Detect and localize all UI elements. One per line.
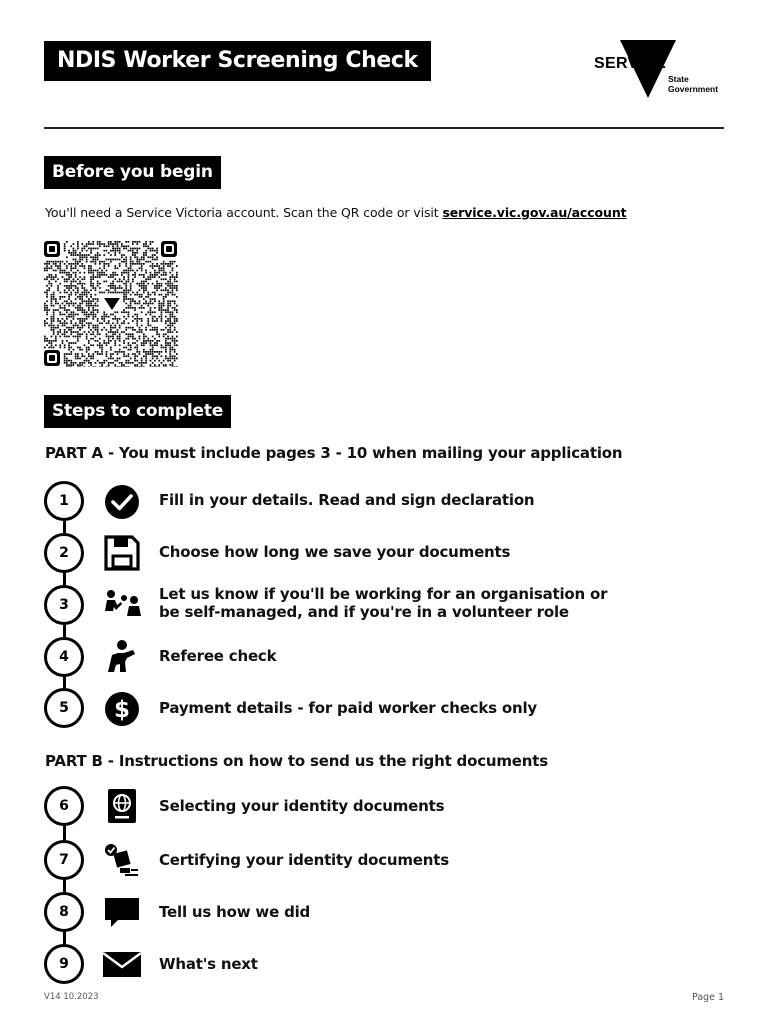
- step-label: Selecting your identity documents: [159, 797, 445, 815]
- step-7: [44, 840, 724, 880]
- step-number: 4: [44, 637, 84, 677]
- step-number: 5: [44, 688, 84, 728]
- qr-code[interactable]: [44, 241, 178, 367]
- step-number: 7: [44, 840, 84, 880]
- step-label: What's next: [159, 955, 258, 973]
- steps-to-complete-heading: Steps to complete: [44, 395, 231, 428]
- step-label: Payment details - for paid worker checks only: [159, 699, 537, 717]
- page-number: Page 1: [691, 992, 724, 1003]
- step-label: Tell us how we did: [159, 903, 311, 921]
- step-label: [159, 585, 607, 621]
- step-8: [44, 892, 724, 932]
- step-4: [44, 637, 724, 677]
- account-link[interactable]: service.vic.gov.au/account: [442, 205, 627, 220]
- header-divider: [44, 127, 724, 129]
- step-number: 2: [44, 533, 84, 573]
- logo-subtitle-line1: State: [668, 74, 689, 84]
- part-b-timeline: [63, 805, 66, 965]
- service-victoria-logo: [592, 38, 727, 100]
- certify-documents-icon: [102, 841, 142, 879]
- step-number: 1: [44, 481, 84, 521]
- step-1: [44, 481, 724, 521]
- step-label: Certifying your identity documents: [159, 851, 449, 869]
- step-6: [44, 786, 724, 826]
- step-number: 3: [44, 585, 84, 625]
- step-5: [44, 688, 724, 728]
- step-label: Choose how long we save your documents: [159, 543, 511, 561]
- intro-sentence: You'll need a Service Victoria account. Scan the QR code or visit: [45, 205, 443, 220]
- step-number: 6: [44, 786, 84, 826]
- step-number: 8: [44, 892, 84, 932]
- step-9: [44, 944, 724, 984]
- speech-bubble-icon: [102, 893, 142, 931]
- step-number: 9: [44, 944, 84, 984]
- dollar-icon: [102, 689, 142, 727]
- passport-icon: [102, 787, 142, 825]
- step-2: [44, 533, 724, 573]
- step-label: Fill in your details. Read and sign declaration: [159, 491, 535, 509]
- step-label: Referee check: [159, 647, 277, 665]
- step-label-line1: Let us know if you'll be working for an organisation or: [159, 585, 608, 603]
- intro-text: [45, 205, 627, 220]
- before-you-begin-heading: Before you begin: [44, 156, 221, 189]
- checkmark-icon: [102, 482, 142, 520]
- part-a-heading: PART A - You must include pages 3 - 10 when mailing your application: [45, 444, 623, 462]
- svg-text:$: $: [113, 697, 131, 723]
- envelope-icon: [102, 945, 142, 983]
- referee-person-icon: [102, 638, 142, 676]
- page-title: NDIS Worker Screening Check: [44, 41, 431, 81]
- part-b-heading: PART B - Instructions on how to send us the right documents: [45, 752, 548, 770]
- version-label: V14 10.2023: [44, 992, 99, 1002]
- logo-wordmark: SERVICE: [594, 55, 667, 72]
- people-organisation-icon: [102, 586, 142, 624]
- step-3: [44, 585, 724, 625]
- save-disk-icon: [102, 534, 142, 572]
- step-label-line2: be self-managed, and if you're in a volunteer role: [159, 603, 569, 621]
- logo-subtitle: [668, 75, 718, 94]
- logo-subtitle-line2: Government: [668, 83, 719, 94]
